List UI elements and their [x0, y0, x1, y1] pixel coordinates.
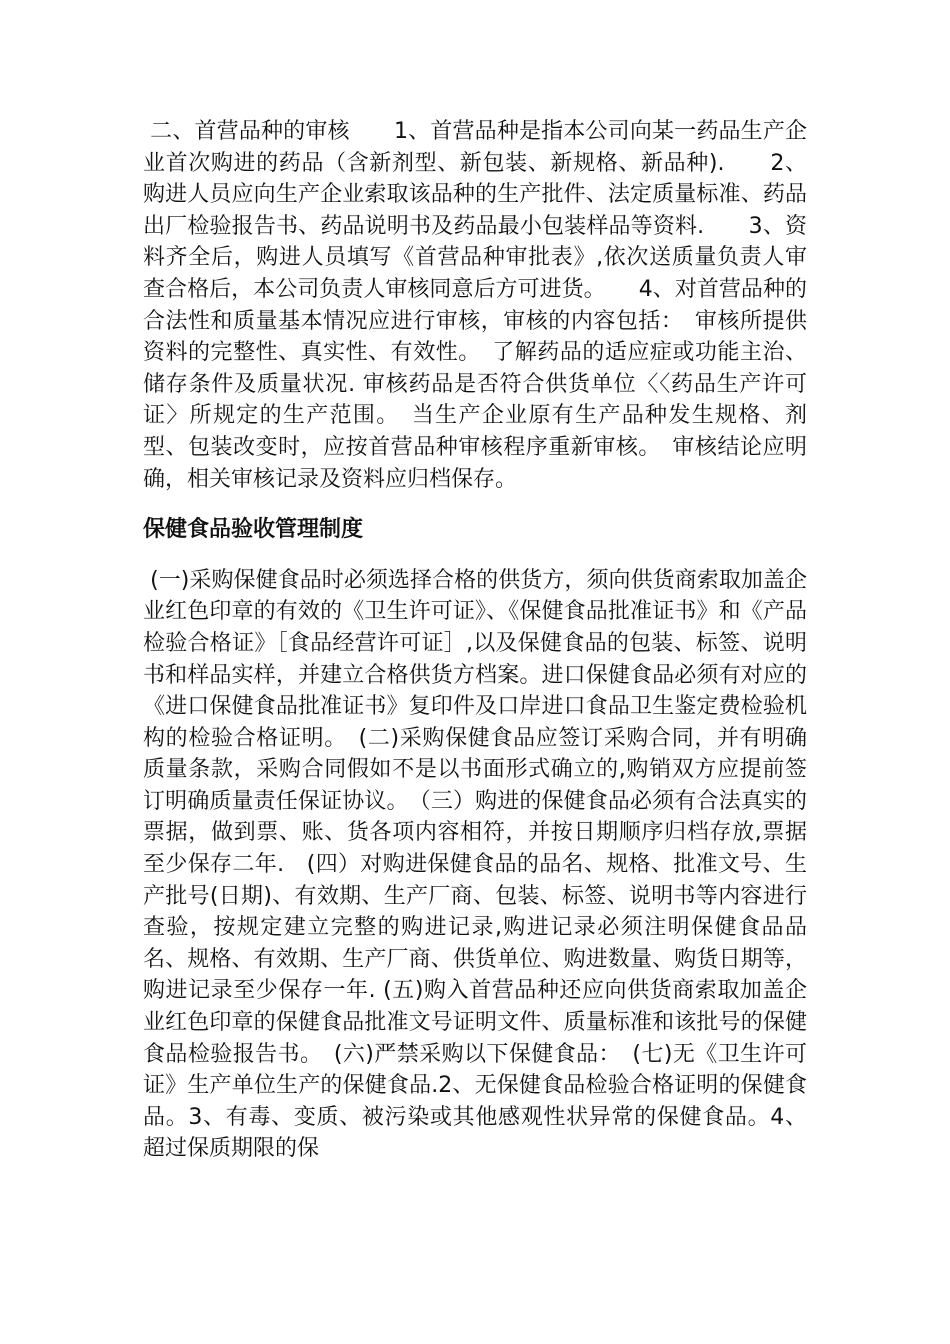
paragraph-first-product-review: 二、首营品种的审核 1、首营品种是指本公司向某一药品生产企业首次购进的药品（含新剂型、新包装、新规格、新品种). 2、购进人员应向生产企业索取该品种的生产批件、法定质量标准、药品出厂检验报告书、药品说明书及药品最小包装样品等资料. 3、资料齐全后，购进人员填写《首营品种审批表》,依次送质量负责人审查合格后，本公司负责人审核同意后方可进货。 4、对首营品种的合法性和质量基本情况应进行审核，审核的内容包括： 审核所提供资料的完整性、真实性、有效性。 了解药品的适应症或功能主治、储存条件及质量状况. 审核药品是否符合供货单位〈〈药品生产许可证〉所规定的生产范围。 当生产企业原有生产品种发生规格、剂型、包装改变时，应按首营品种审核程序重新审核。 审核结论应明确，相关审核记录及资料应归档保存。 — [143, 119, 808, 492]
paragraph-health-food-acceptance: (一)采购保健食品时必须选择合格的供货方，须向供货商索取加盖企业红色印章的有效的《卫生许可证》、《保健食品批准证书》和《产品检验合格证》［食品经营许可证］,以及保健食品的包装、标签、说明书和样品实样，并建立合格供货方档案。进口保健食品必须有对应的《进口保健食品批准证书》复印件及口岸进口食品卫生鉴定费检验机构的检验合格证明。 (二)采购保健食品应签订采购合同，并有明确质量条款，采购合同假如不是以书面形式确立的,购销双方应提前签订明确质量责任保证协议。 （三）购进的保健食品必须有合法真实的票据，做到票、账、货各项内容相符，并按日期顺序归档存放,票据至少保存二年. (四）对购进保健食品的品名、规格、批准文号、生产批号(日期)、有效期、生产厂商、包装、标签、说明书等内容进行查验，按规定建立完整的购进记录,购进记录必须注明保健食品品名、规格、有效期、生产厂商、供货单位、购进数量、购货日期等，购进记录至少保存一年. (五)购入首营品种还应向供货商索取加盖企业红色印章的保健食品批准文号证明文件、质量标准和该批号的保健食品检验报告书。 (六)严禁采购以下保健食品： (七)无《卫生许可证》生产单位生产的保健食品.2、无保健食品检验合格证明的保健食品。3、有毒、变质、被污染或其他感观性状异常的保健食品。4、超过保质期限的保 — [143, 567, 807, 1162]
document-page — [143, 116, 807, 1165]
section-heading: 保健食品验收管理制度 — [143, 517, 364, 543]
